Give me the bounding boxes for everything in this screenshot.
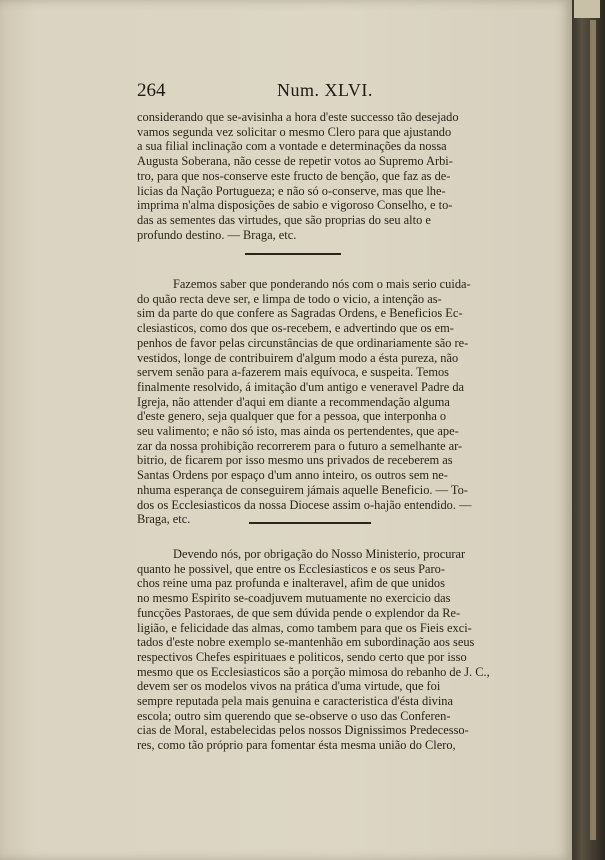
top-tab	[574, 0, 600, 18]
text-line: quanto he possivel, que entre os Ecclesiasticos e os seus Paro-	[137, 561, 445, 576]
text-line: Igreja, não attender d'aqui em diante a recommendação alguma	[137, 394, 450, 409]
text-line: profundo destino. — Braga, etc.	[137, 227, 297, 242]
text-line: tro, para que nos-conserve este fructo de benção, que faz as de-	[137, 168, 451, 183]
text-line: chos reine uma paz profunda e inalteravel, afim de que unidos	[137, 576, 445, 591]
text-line: cias de Moral, estabelecidas pelos nossos Dignissimos Predecesso-	[137, 723, 469, 738]
text-line: a sua filial inclinação com a vontade e determinações da nossa	[137, 139, 447, 154]
text-line: Santas Ordens por espaço d'um anno inteiro, os outros sem ne-	[137, 468, 448, 483]
text-line: finalmente resolvido, á imitação d'um antigo e veneravel Padre da	[137, 379, 465, 394]
text-line: do quão recta deve ser, e limpa de todo o vicio, a intenção as-	[137, 291, 442, 306]
paragraph-2	[137, 277, 515, 527]
page-number: 264	[137, 80, 166, 101]
text-line: no mesmo Espirito se-coadjuvem mutuamente no exercicio das	[137, 591, 451, 606]
text-line: vestidos, longe de contribuirem d'algum modo a ésta pureza, não	[137, 350, 459, 365]
text-line: seu valimento; e não só isto, mas ainda os pertendentes, que ape-	[137, 424, 459, 439]
text-line: d'este genero, seja qualquer que for a pessoa, que interponha o	[137, 409, 447, 424]
text-line: imprima n'alma disposições de sabio e vigoroso Conselho, e to-	[137, 198, 453, 213]
text-line: considerando que se-avisinha a hora d'este successo tão desejado	[137, 110, 459, 124]
page-header	[137, 80, 397, 104]
text-line: devem ser os modelos vivos na prática d'uma virtude, que foi	[137, 679, 441, 694]
text-line: sim da parte do que confere as Sagradas Ordens, e Beneficios Ec-	[137, 306, 463, 321]
text-line: clesiasticos, como dos que os-recebem, e advertindo que os em-	[137, 321, 454, 336]
text-line: bitrio, de ficarem por isso mesmo uns privados de receberem as	[137, 453, 453, 468]
paragraph-1	[137, 110, 515, 242]
section-divider	[245, 253, 341, 255]
text-line: Braga, etc.	[137, 512, 191, 527]
text-line: res, como tão próprio para fomentar ésta mesma união do Clero,	[137, 738, 456, 753]
text-line: tados d'este nobre exemplo se-mantenhão em subordinação aos seus	[137, 635, 475, 650]
text-line: ligião, e felicidade das almas, como tambem para que os Fieis exci-	[137, 620, 472, 635]
page-title: Num. XLVI.	[277, 80, 373, 100]
text-line: nhuma esperança de conseguirem jámais aquelle Beneficio. — To-	[137, 482, 468, 497]
text-line: das as sementes das virtudes, que são proprias do seu alto e	[137, 212, 431, 227]
text-line: licias da Nação Portugueza; e não só o-conserve, mas que lhe-	[137, 183, 446, 198]
book-edge	[572, 0, 605, 860]
page-stack-edge	[590, 20, 596, 840]
text-line: zar da nossa prohibição recorrerem para o futuro a semelhante ar-	[137, 438, 463, 453]
text-line: mesmo que os Ecclesiasticos são a porção mimosa do rebanho de J. C.,	[137, 664, 490, 679]
text-line: dos os Ecclesiasticos da nossa Diocese assim o-hajão entendido. —	[137, 497, 472, 512]
paragraph-3	[137, 547, 515, 753]
text-line: Fazemos saber que ponderando nós com o mais serio cuida-	[173, 277, 471, 291]
text-line: funcções Pastoraes, de que sem dúvida pende o explendor da Re-	[137, 605, 461, 620]
text-line: Augusta Soberana, não cesse de repetir votos ao Supremo Arbi-	[137, 154, 453, 169]
text-line: Devendo nós, por obrigação do Nosso Ministerio, procurar	[173, 547, 466, 561]
text-line: servem senão para a-fazerem mais equívoca, e suspeita. Temos	[137, 365, 449, 380]
text-line: penhos de favor pelas circunstâncias de que ordinariamente são re-	[137, 335, 469, 350]
text-line: escola; outro sim querendo que se-observe o uso das Conferen-	[137, 708, 451, 723]
text-line: vamos segunda vez solicitar o mesmo Clero para que ajustando	[137, 124, 452, 139]
text-line: sempre reputada pela mais genuina e caracteristica d'ésta divina	[137, 694, 453, 709]
text-line: respectivos Chefes espirituaes e politicos, sendo certo que por isso	[137, 649, 467, 664]
section-divider	[249, 522, 371, 524]
